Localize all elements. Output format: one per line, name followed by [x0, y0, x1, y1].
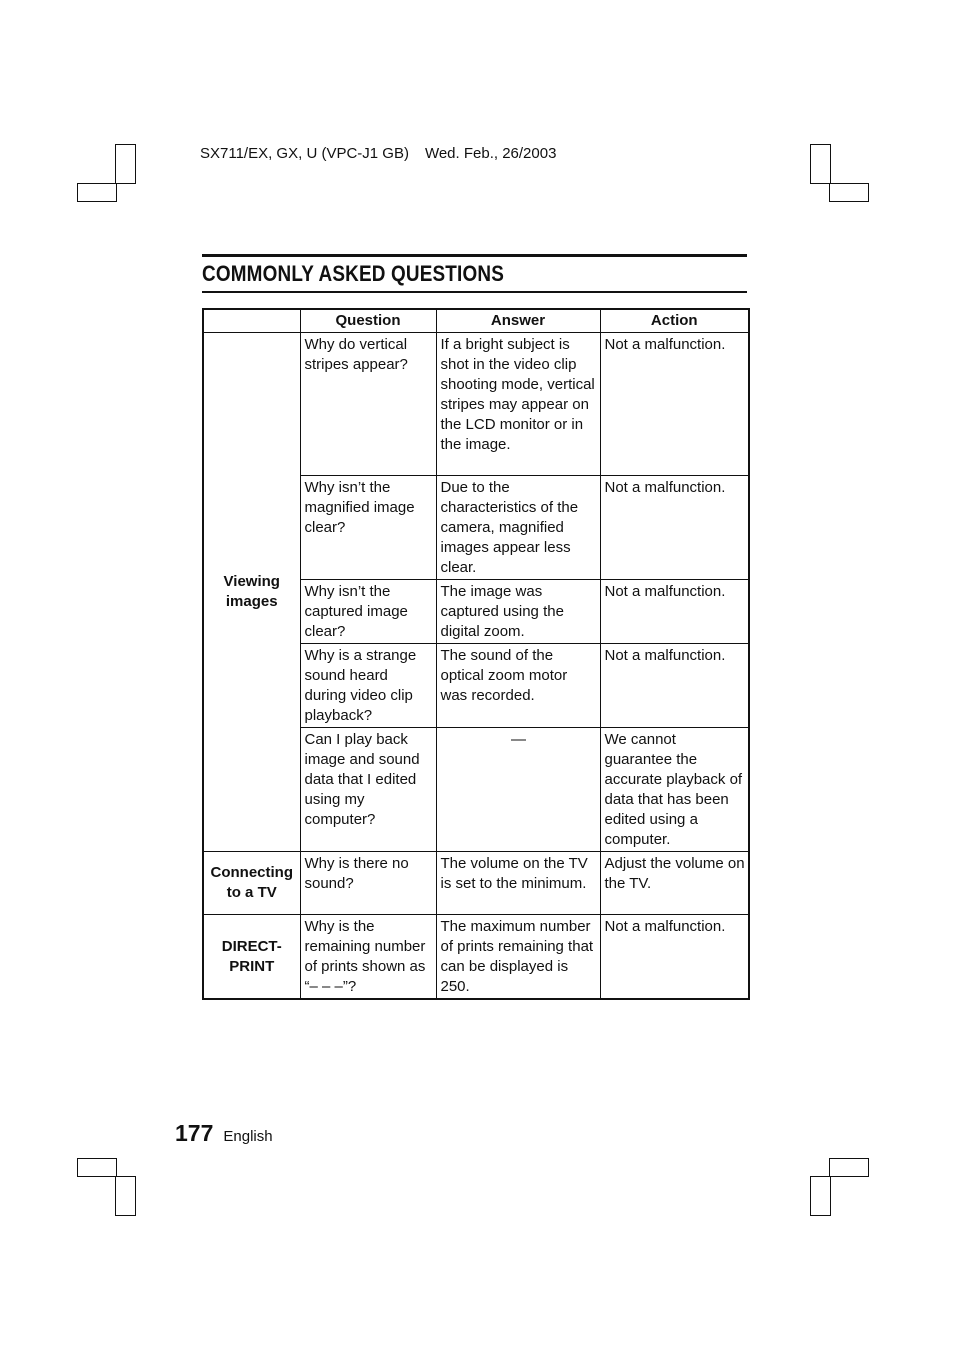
faq-table: [202, 308, 750, 1000]
answer-cell: The image was captured using the digital zoom.: [436, 580, 600, 644]
page-title: COMMONLY ASKED QUESTIONS: [202, 261, 504, 286]
crop-mark-bottom-left-vertical: [115, 1176, 136, 1216]
crop-mark-bottom-right-vertical: [810, 1176, 831, 1216]
answer-cell: The volume on the TV is set to the minimum.: [436, 852, 600, 915]
date-label: Wed. Feb., 26/2003: [424, 145, 557, 162]
category-direct-print: DIRECT-PRINT: [203, 915, 300, 1000]
question-cell: Why do vertical stripes appear?: [300, 333, 436, 476]
question-cell: Why is the remaining number of prints shown as “– – –”?: [300, 915, 436, 1000]
category-viewing-images: Viewing images: [203, 333, 300, 852]
question-cell: Why isn’t the captured image clear?: [300, 580, 436, 644]
crop-mark-top-left-vertical: [115, 144, 136, 184]
crop-mark-top-right-horizontal: [829, 183, 869, 202]
action-cell: We cannot guarantee the accurate playback of data that has been edited using a computer.: [600, 728, 749, 852]
page-header: [200, 145, 556, 162]
question-cell: Why is a strange sound heard during video clip playback?: [300, 644, 436, 728]
table-row: [203, 333, 749, 476]
title-rule-bottom: [202, 291, 747, 293]
page-footer: [175, 1120, 273, 1147]
question-cell: Why isn’t the magnified image clear?: [300, 476, 436, 580]
action-cell: Not a malfunction.: [600, 476, 749, 580]
column-header-action: Action: [600, 309, 749, 333]
model-label: SX711/EX, GX, U (VPC-J1 GB): [200, 145, 409, 162]
question-cell: Why is there no sound?: [300, 852, 436, 915]
language-label: English: [223, 1128, 273, 1145]
crop-mark-top-left-horizontal: [77, 183, 117, 202]
answer-cell: Due to the characteristics of the camera, magnified images appear less clear.: [436, 476, 600, 580]
table-row: [203, 852, 749, 915]
action-cell: Not a malfunction.: [600, 644, 749, 728]
action-cell: Not a malfunction.: [600, 915, 749, 1000]
answer-cell: If a bright subject is shot in the video clip shooting mode, vertical stripes may appear on the LCD monitor or in the image.: [436, 333, 600, 476]
crop-mark-top-right-vertical: [810, 144, 831, 184]
category-connecting-to-tv: Connecting to a TV: [203, 852, 300, 915]
page-number: 177: [175, 1120, 214, 1146]
action-cell: Adjust the volume on the TV.: [600, 852, 749, 915]
action-cell: Not a malfunction.: [600, 580, 749, 644]
answer-cell: The sound of the optical zoom motor was recorded.: [436, 644, 600, 728]
column-header-answer: Answer: [436, 309, 600, 333]
title-rule-top: [202, 254, 747, 257]
crop-mark-bottom-right-horizontal: [829, 1158, 869, 1177]
answer-cell: The maximum number of prints remaining that can be displayed is 250.: [436, 915, 600, 1000]
answer-cell: —: [436, 728, 600, 852]
action-cell: Not a malfunction.: [600, 333, 749, 476]
column-header-category: [203, 309, 300, 333]
table-header-row: [203, 309, 749, 333]
table-row: [203, 915, 749, 1000]
crop-mark-bottom-left-horizontal: [77, 1158, 117, 1177]
question-cell: Can I play back image and sound data that I edited using my computer?: [300, 728, 436, 852]
column-header-question: Question: [300, 309, 436, 333]
